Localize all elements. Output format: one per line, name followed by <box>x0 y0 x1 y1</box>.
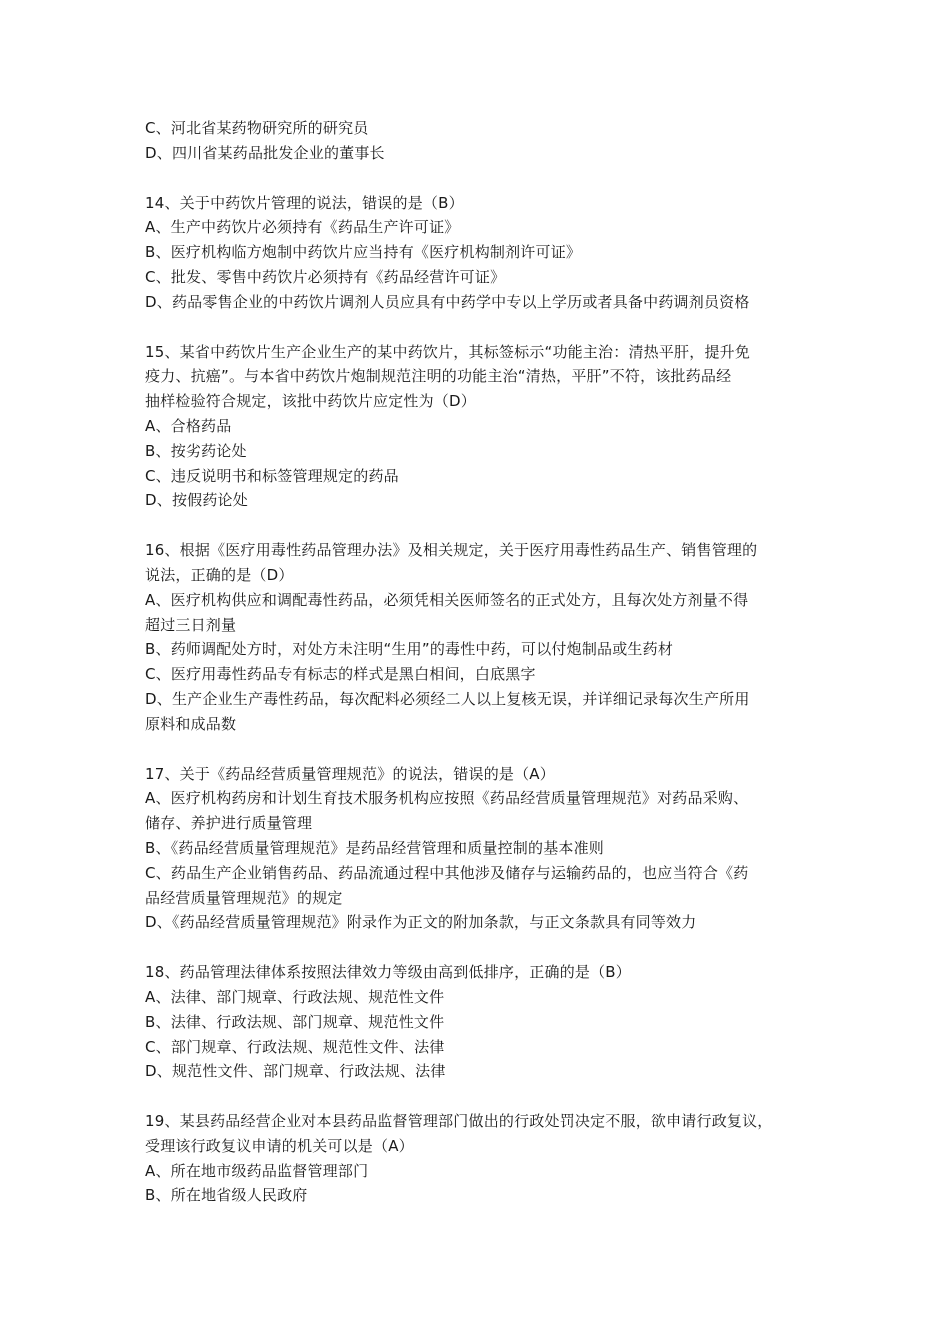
text-line: C、部门规章、行政法规、规范性文件、法律 <box>145 1037 445 1056</box>
text-line: 14、关于中药饮片管理的说法，错误的是（B） <box>145 193 464 212</box>
text-line: C、医疗用毒性药品专有标志的样式是黑白相间，白底黑字 <box>145 665 536 684</box>
text-line: 储存、养护进行质量管理 <box>145 814 313 833</box>
text-line: A、合格药品 <box>145 416 232 435</box>
text-line: 17、关于《药品经营质量管理规范》的说法，错误的是（A） <box>145 764 555 783</box>
text-line: A、法律、部门规章、行政法规、规范性文件 <box>145 987 445 1006</box>
text-line: 16、根据《医疗用毒性药品管理办法》及相关规定，关于医疗用毒性药品生产、销售管理的 <box>145 541 758 560</box>
text-line: 19、某县药品经营企业对本县药品监督管理部门做出的行政处罚决定不服，欲申请行政复议， <box>145 1112 773 1131</box>
paragraph-gap <box>145 166 813 191</box>
text-line: 受理该行政复议申请的机关可以是（A） <box>145 1136 414 1155</box>
text-line: D、生产企业生产毒性药品，每次配料必须经二人以上复核无误，并详细记录每次生产所用 <box>145 689 750 708</box>
text-line: B、所在地省级人民政府 <box>145 1186 308 1205</box>
text-line: C、批发、零售中药饮片必须持有《药品经营许可证》 <box>145 267 506 286</box>
text-line: 品经营质量管理规范》的规定 <box>145 888 343 907</box>
text-line: C、河北省某药物研究所的研究员 <box>145 119 369 137</box>
paragraph-gap <box>145 315 813 340</box>
paragraph-gap <box>145 513 813 538</box>
text-line: 抽样检验符合规定，该批中药饮片应定性为（D） <box>145 392 476 411</box>
text-line: D、药品零售企业的中药饮片调剂人员应具有中药学中专以上学历或者具备中药调剂员资格 <box>145 292 750 311</box>
text-line: A、生产中药饮片必须持有《药品生产许可证》 <box>145 218 460 237</box>
text-line: D、四川省某药品批发企业的董事长 <box>145 143 385 162</box>
paragraph-gap <box>145 1084 813 1109</box>
text-line: D、按假药论处 <box>145 491 248 510</box>
text-line: 原料和成品数 <box>145 714 237 733</box>
text-line: 18、药品管理法律体系按照法律效力等级由高到低排序，正确的是（B） <box>145 963 631 982</box>
document-body <box>145 116 813 1208</box>
text-line: D、《药品经营质量管理规范》附录作为正文的附加条款，与正文条款具有同等效力 <box>145 913 697 932</box>
text-line: B、《药品经营质量管理规范》是药品经营管理和质量控制的基本准则 <box>145 838 604 857</box>
text-line: C、药品生产企业销售药品、药品流通过程中其他涉及储存与运输药品的，也应当符合《药 <box>145 863 749 882</box>
paragraph-gap <box>145 935 813 960</box>
text-line: A、所在地市级药品监督管理部门 <box>145 1161 369 1180</box>
text-line: B、法律、行政法规、部门规章、规范性文件 <box>145 1012 445 1031</box>
text-line: C、违反说明书和标签管理规定的药品 <box>145 466 399 485</box>
text-line: A、医疗机构供应和调配毒性药品，必须凭相关医师签名的正式处方，且每次处方剂量不得 <box>145 590 749 609</box>
text-line: D、规范性文件、部门规章、行政法规、法律 <box>145 1062 446 1081</box>
text-line: B、医疗机构临方炮制中药饮片应当持有《医疗机构制剂许可证》 <box>145 243 582 262</box>
paragraph-gap <box>145 737 813 762</box>
text-line: 疫力、抗癌”。与本省中药饮片炮制规范注明的功能主治“清热，平肝”不符，该批药品经 <box>145 367 732 386</box>
text-line: 15、某省中药饮片生产企业生产的某中药饮片，其标签标示“功能主治：清热平肝，提升免 <box>145 342 751 361</box>
text-line: B、药师调配处方时，对处方未注明“生用”的毒性中药，可以付炮制品或生药材 <box>145 640 674 659</box>
text-line: A、医疗机构药房和计划生育技术服务机构应按照《药品经营质量管理规范》对药品采购、 <box>145 789 749 808</box>
text-line: B、按劣药论处 <box>145 441 247 460</box>
text-line: 说法，正确的是（D） <box>145 565 294 584</box>
text-line: 超过三日剂量 <box>145 615 237 634</box>
